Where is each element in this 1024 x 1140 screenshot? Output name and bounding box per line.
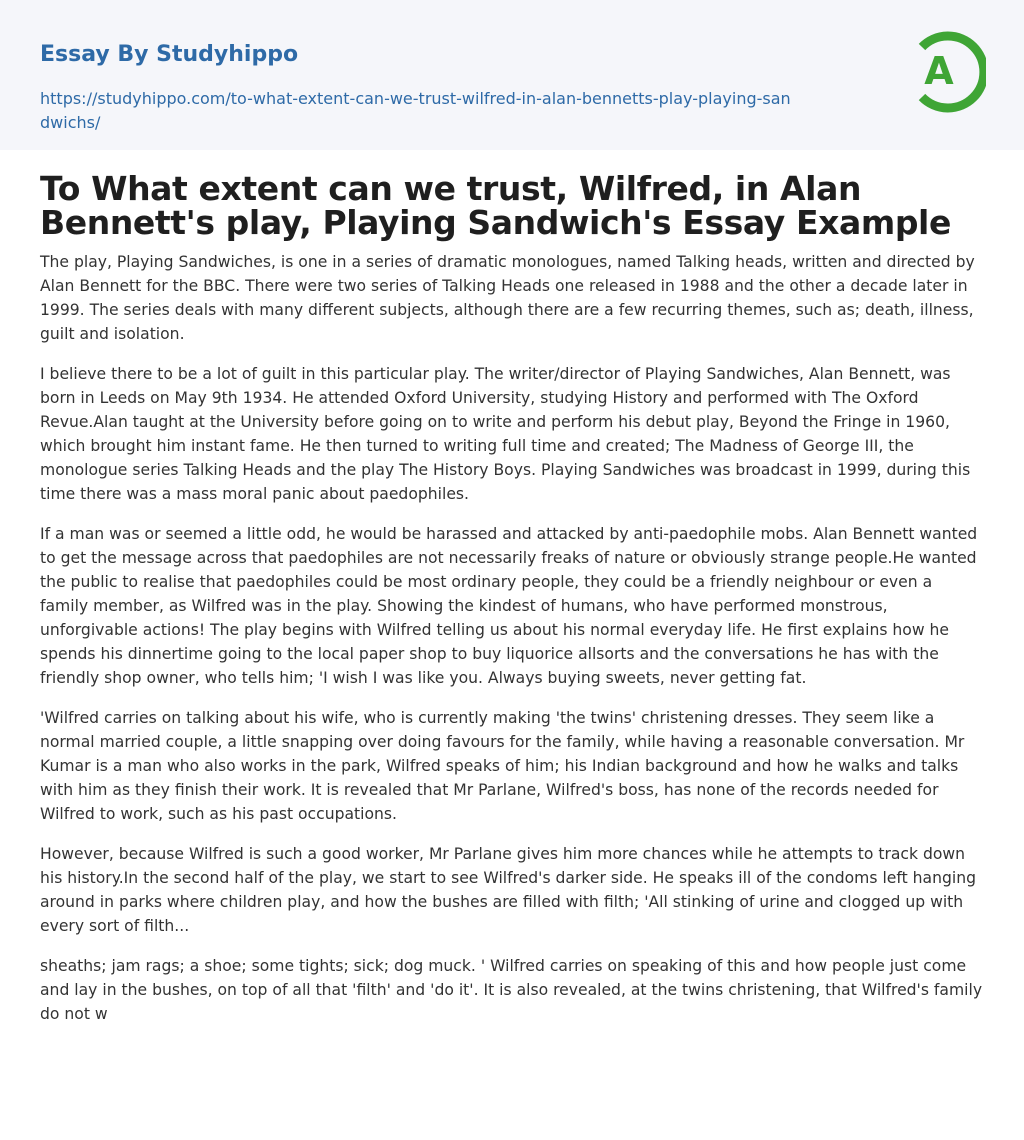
article-title: To What extent can we trust, Wilfred, in Alan Bennett's play, Playing Sandwich's Essay Example bbox=[40, 169, 951, 242]
article-paragraph: sheaths; jam rags; a shoe; some tights; sick; dog muck. ' Wilfred carries on speaking of this and how people just come and lay in the bushes, on top of all that 'filth' and 'do it'. It is also revealed, at the twins christening, that Wilfred's family do not w bbox=[40, 957, 983, 1023]
article-paragraph: The play, Playing Sandwiches, is one in a series of dramatic monologues, named Talking heads, written and directed by Alan Bennett for the BBC. There were two series of Talking Heads one released in 1988 and the other a decade later in 1999. The series deals with many different subjects, although there are a few recurring themes, such as; death, illness, guilt and isolation. bbox=[40, 253, 975, 343]
article-paragraph: However, because Wilfred is such a good worker, Mr Parlane gives him more chances while he attempts to track down his history.In the second half of the play, we start to see Wilfred's darker side. He speaks ill of the condoms left hanging around in parks where children play, and how the bushes are filled with filth; 'All stinking of urine and clogged up with every sort of filth... bbox=[40, 845, 976, 935]
article-paragraph: If a man was or seemed a little odd, he would be harassed and attacked by anti-paedophile mobs. Alan Bennett wanted to get the message across that paedophiles are not necessarily freaks of nature or obviously strange people.He wanted the public to realise that paedophiles could be most ordinary people, they could be a friendly neighbour or even a family member, as Wilfred was in the play. Showing the kindest of humans, who have performed monstrous, unforgivable actions! The play begins with Wilfred telling us about his normal everyday life. He first explains how he spends his dinnertime going to the local paper shop to buy liquorice allsorts and the conversations he has with the friendly shop owner, who tells him; 'I wish I was like you. Always buying sweets, never getting fat. bbox=[40, 525, 978, 687]
site-header bbox=[0, 0, 1024, 150]
article-paragraph: I believe there to be a lot of guilt in this particular play. The writer/director of Playing Sandwiches, Alan Bennett, was born in Leeds on May 9th 1934. He attended Oxford University, studying History and performed with The Oxford Revue.Alan taught at the University before going on to write and perform his debut play, Beyond the Fringe in 1960, which brought him instant fame. He then turned to writing full time and created; The Madness of George III, the monologue series Talking Heads and the play The History Boys. Playing Sandwiches was broadcast in 1999, during this time there was a mass moral panic about paedophiles. bbox=[40, 365, 971, 503]
article-paragraph: 'Wilfred carries on talking about his wife, who is currently making 'the twins' christening dresses. They seem like a normal married couple, a little snapping over doing favours for the family, while having a reasonable conversation. Mr Kumar is a man who also works in the park, Wilfred speaks of him; his Indian background and how he walks and talks with him as they finish their work. It is revealed that Mr Parlane, Wilfred's boss, has none of the records needed for Wilfred to work, such as his past occupations. bbox=[40, 709, 965, 823]
article-body bbox=[0, 169, 1024, 1026]
logo-letter: A bbox=[924, 49, 954, 93]
studyhippo-logo-icon[interactable] bbox=[912, 29, 986, 115]
site-brand[interactable]: Essay By Studyhippo bbox=[40, 42, 299, 67]
article-url-link[interactable]: https://studyhippo.com/to-what-extent-can-we-trust-wilfred-in-alan-bennetts-play-playing-sandwichs/ bbox=[40, 89, 791, 132]
